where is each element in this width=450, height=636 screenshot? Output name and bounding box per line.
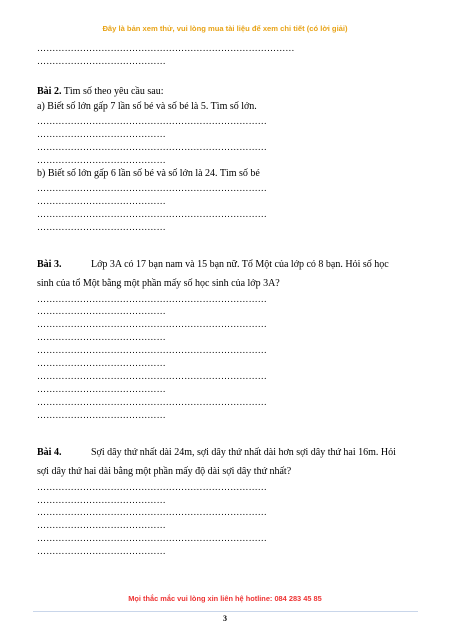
- answer-line: ……………………………………: [37, 358, 166, 369]
- answer-line: ……………………………………: [37, 546, 166, 557]
- exercise-2a: a) Biết số lớn gấp 7 lần số bé và số bé là 5. Tìm số lớn.: [37, 101, 257, 113]
- answer-line: ……………………………………: [37, 55, 166, 66]
- exercise-3-label: Bài 3.: [37, 258, 62, 270]
- answer-line: …………………………………………………………………: [37, 141, 267, 152]
- exercise-4-text-2: sợi dây thứ hai dài bằng một phần mấy độ dài sợi dây thứ nhất?: [37, 465, 292, 477]
- answer-line: …………………………………………………………………: [37, 345, 267, 356]
- exercise-3-text-2: sinh của tổ Một bằng một phần mấy số học sinh của lớp 3A?: [37, 277, 280, 289]
- page-number: 3: [223, 614, 227, 623]
- exercise-2-intro: Tìm số theo yêu cầu sau:: [63, 85, 164, 97]
- answer-line: …………………………………………………………………: [37, 533, 267, 544]
- answer-line: ……………………………………: [37, 332, 166, 343]
- answer-line: ……………………………………: [37, 409, 166, 420]
- answer-line: ……………………………………: [37, 195, 166, 206]
- answer-line: …………………………………………………………………: [37, 182, 267, 193]
- answer-line: ……………………………………: [37, 306, 166, 317]
- answer-line: ……………………………………: [37, 221, 166, 232]
- answer-line: ……………………………………: [37, 494, 166, 505]
- exercise-3: [37, 255, 422, 293]
- answer-line: …………………………………………………………………: [37, 396, 267, 407]
- exercise-2-heading: [37, 84, 422, 100]
- answer-line: …………………………………………………………………: [37, 371, 267, 381]
- answer-line: …………………………………………………………………: [37, 319, 267, 330]
- footer-divider: [33, 611, 418, 612]
- exercise-3-text-1: Lớp 3A có 17 bạn nam và 15 bạn nữ. Tổ Một của lớp có 8 bạn. Hỏi số học: [91, 258, 389, 270]
- answer-line: …………………………………………………………………: [37, 293, 267, 304]
- answer-line: …………………………………………………………………: [37, 507, 267, 518]
- preview-banner: Đây là bản xem thử, vui lòng mua tài liệu để xem chi tiết (có lời giải): [102, 24, 348, 33]
- exercise-2b: b) Biết số lớn gấp 6 lần số bé và số lớn là 24. Tìm số bé: [37, 168, 260, 180]
- answer-line: …………………………………………………………………: [37, 115, 267, 126]
- answer-line: …………………………………………………………………: [37, 481, 267, 492]
- answer-line: ……………………………………: [37, 154, 166, 165]
- hotline-footer: Mọi thắc mắc vui lòng xin liên hệ hotline: 084 283 45 85: [128, 594, 322, 603]
- answer-line: ……………………………………: [37, 128, 166, 139]
- answer-line: ……………………………………: [37, 520, 166, 531]
- exercise-2-label: Bài 2.: [37, 85, 62, 97]
- page-content: [37, 42, 422, 558]
- exercise-4-label: Bài 4.: [37, 446, 62, 458]
- answer-line: …………………………………………………………………: [37, 208, 267, 219]
- exercise-4: [37, 443, 422, 481]
- exercise-4-text-1: Sợi dây thứ nhất dài 24m, sợi dây thứ nhất dài hơn sợi dây thứ hai 16m. Hỏi: [91, 446, 396, 458]
- answer-line: …………………………………………………………………………: [37, 43, 295, 53]
- answer-line: ……………………………………: [37, 383, 166, 394]
